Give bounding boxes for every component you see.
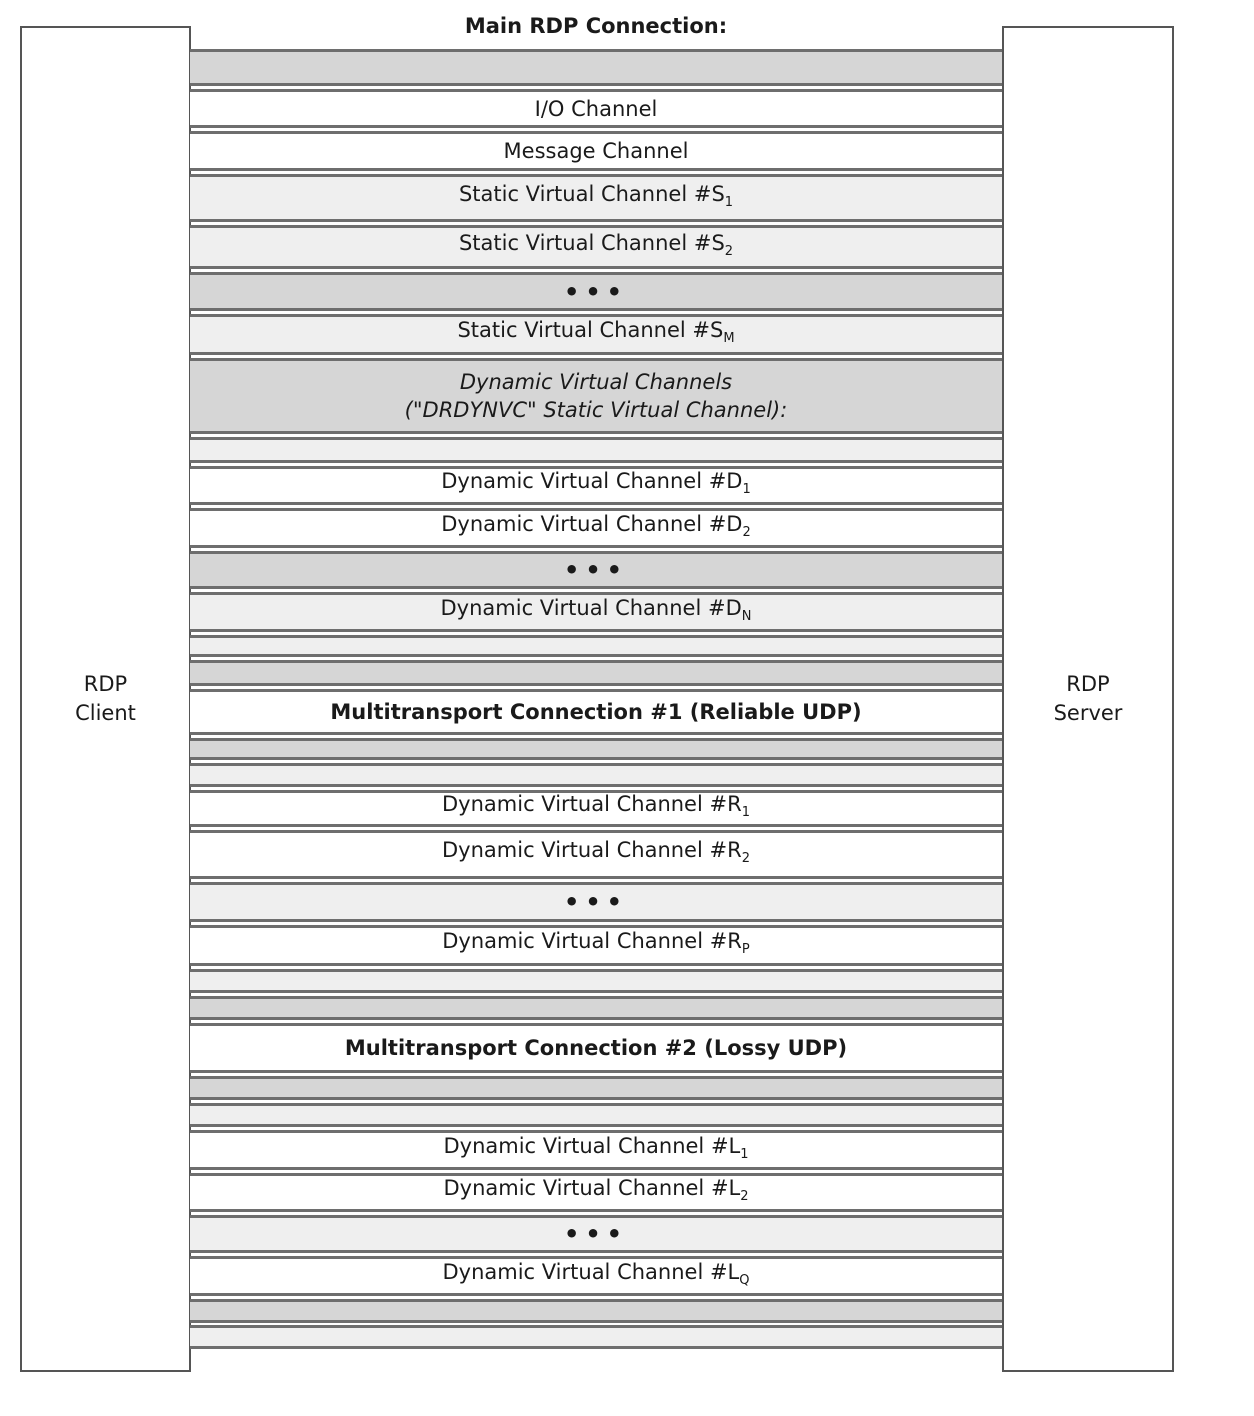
- io-channel-label: I/O Channel: [534, 96, 658, 121]
- dynamic-virtual-channel-rp-label: [442, 927, 750, 964]
- band-spacer: [190, 1103, 1002, 1127]
- band-spacer: [190, 969, 1002, 993]
- static-virtual-channel-s2-band: [190, 225, 1002, 269]
- rdp-client-label-line1: RDP: [83, 672, 128, 696]
- dynamic-virtual-channel-r2-label: [442, 836, 750, 873]
- dvc-subscript: 2: [742, 524, 751, 540]
- dvc-prefix: Dynamic Virtual Channel #L: [442, 1259, 740, 1284]
- svc-subscript: M: [723, 331, 735, 346]
- dvc-subscript: Q: [739, 1272, 750, 1288]
- rdp-server-box: [1002, 26, 1174, 1372]
- dvc-subscript: N: [741, 608, 752, 624]
- static-virtual-channel-sm-label: [457, 316, 734, 353]
- ellipsis: •••: [563, 556, 629, 584]
- dynamic-channel-ellipsis-band: [190, 551, 1002, 589]
- rdp-client-label-line2: Client: [75, 701, 136, 725]
- dynamic-virtual-channel-lq-label: [442, 1258, 749, 1295]
- message-channel-label: Message Channel: [503, 139, 689, 163]
- dynamic-virtual-channel-l1-label: [443, 1132, 748, 1169]
- static-virtual-channel-s2-label: [459, 229, 733, 266]
- dvc-subscript: 1: [742, 482, 751, 497]
- reliable-channel-ellipsis-band: [190, 882, 1002, 922]
- dynamic-virtual-channel-rp-band: [190, 925, 1002, 966]
- rdp-client-box: [20, 26, 191, 1372]
- multitransport-connection-2-band: [190, 1023, 1002, 1073]
- dynamic-virtual-channel-r2-band: [190, 830, 1002, 879]
- ellipsis: •••: [563, 1220, 629, 1248]
- rdp-server-label-line1: RDP: [1066, 672, 1110, 696]
- svc-prefix: Static Virtual Channel #S: [457, 318, 724, 342]
- dynamic-virtual-channel-r1-label: [442, 790, 750, 827]
- multitransport-connection-2-label: Multitransport Connection #2 (Lossy UDP): [344, 1036, 848, 1060]
- drdynvc-label-line1: Dynamic Virtual Channels: [459, 370, 733, 394]
- message-channel-band: [190, 131, 1002, 171]
- svc-subscript: 2: [724, 243, 734, 259]
- dynamic-virtual-channel-l2-band: [190, 1173, 1002, 1212]
- ellipsis: •••: [563, 277, 629, 306]
- rdp-server-label-line2: Server: [1053, 701, 1123, 725]
- static-virtual-channel-s1-label: [459, 180, 733, 217]
- dvc-subscript: 2: [740, 1189, 749, 1204]
- dvc-prefix: Dynamic Virtual Channel #D: [440, 595, 742, 620]
- dvc-prefix: Dynamic Virtual Channel #L: [443, 1176, 741, 1200]
- ellipsis: •••: [563, 888, 629, 916]
- band-spacer: [190, 738, 1002, 760]
- dynamic-virtual-channel-d2-band: [190, 508, 1002, 548]
- dvc-prefix: Dynamic Virtual Channel #R: [442, 929, 742, 953]
- dvc-subscript: 1: [741, 805, 750, 820]
- svc-subscript: 1: [724, 194, 734, 210]
- io-channel-band: [190, 89, 1002, 128]
- dynamic-virtual-channel-l1-band: [190, 1130, 1002, 1170]
- multitransport-connection-1-band: [190, 689, 1002, 735]
- dynamic-virtual-channel-l2-label: [443, 1174, 748, 1211]
- band-spacer: [190, 996, 1002, 1020]
- dvc-prefix: Dynamic Virtual Channel #L: [443, 1133, 741, 1158]
- rdp-server-label: [1004, 670, 1172, 728]
- dvc-prefix: Dynamic Virtual Channel #D: [441, 511, 743, 536]
- band-spacer: [190, 1076, 1002, 1100]
- static-channel-ellipsis-band: [190, 272, 1002, 311]
- lossy-channel-ellipsis-band: [190, 1215, 1002, 1253]
- rdp-client-label: [22, 670, 189, 728]
- svc-prefix: Static Virtual Channel #S: [458, 181, 725, 206]
- dynamic-virtual-channel-d2-label: [441, 510, 751, 547]
- dynamic-virtual-channel-d1-band: [190, 466, 1002, 505]
- main-rdp-connection-title: Main RDP Connection:: [464, 14, 728, 38]
- band-spacer: [190, 635, 1002, 657]
- multitransport-connection-1-label: Multitransport Connection #1 (Reliable UDP): [330, 700, 862, 724]
- band-spacer: [190, 437, 1002, 463]
- dynamic-virtual-channel-r1-band: [190, 790, 1002, 827]
- svc-prefix: Static Virtual Channel #S: [458, 230, 725, 255]
- band-spacer: [190, 660, 1002, 686]
- dynamic-virtual-channel-dn-label: [441, 594, 752, 631]
- dynamic-virtual-channel-dn-band: [190, 592, 1002, 632]
- static-virtual-channel-s1-band: [190, 174, 1002, 222]
- dynamic-virtual-channel-d1-label: [441, 467, 751, 504]
- dvc-subscript: P: [741, 942, 750, 957]
- drdynvc-band: [190, 358, 1002, 434]
- dvc-subscript: 2: [741, 851, 750, 866]
- band-spacer: [190, 1325, 1002, 1349]
- dvc-prefix: Dynamic Virtual Channel #R: [442, 838, 742, 862]
- band-spacer: [190, 1299, 1002, 1323]
- dvc-subscript: 1: [740, 1146, 749, 1162]
- drdynvc-label-line2: ("DRDYNVC" Static Virtual Channel):: [404, 398, 788, 422]
- dvc-prefix: Dynamic Virtual Channel #R: [442, 792, 742, 816]
- dynamic-virtual-channel-lq-band: [190, 1256, 1002, 1296]
- band-spacer: [190, 49, 1002, 86]
- static-virtual-channel-sm-band: [190, 314, 1002, 355]
- band-spacer: [190, 763, 1002, 787]
- dvc-prefix: Dynamic Virtual Channel #D: [441, 469, 743, 493]
